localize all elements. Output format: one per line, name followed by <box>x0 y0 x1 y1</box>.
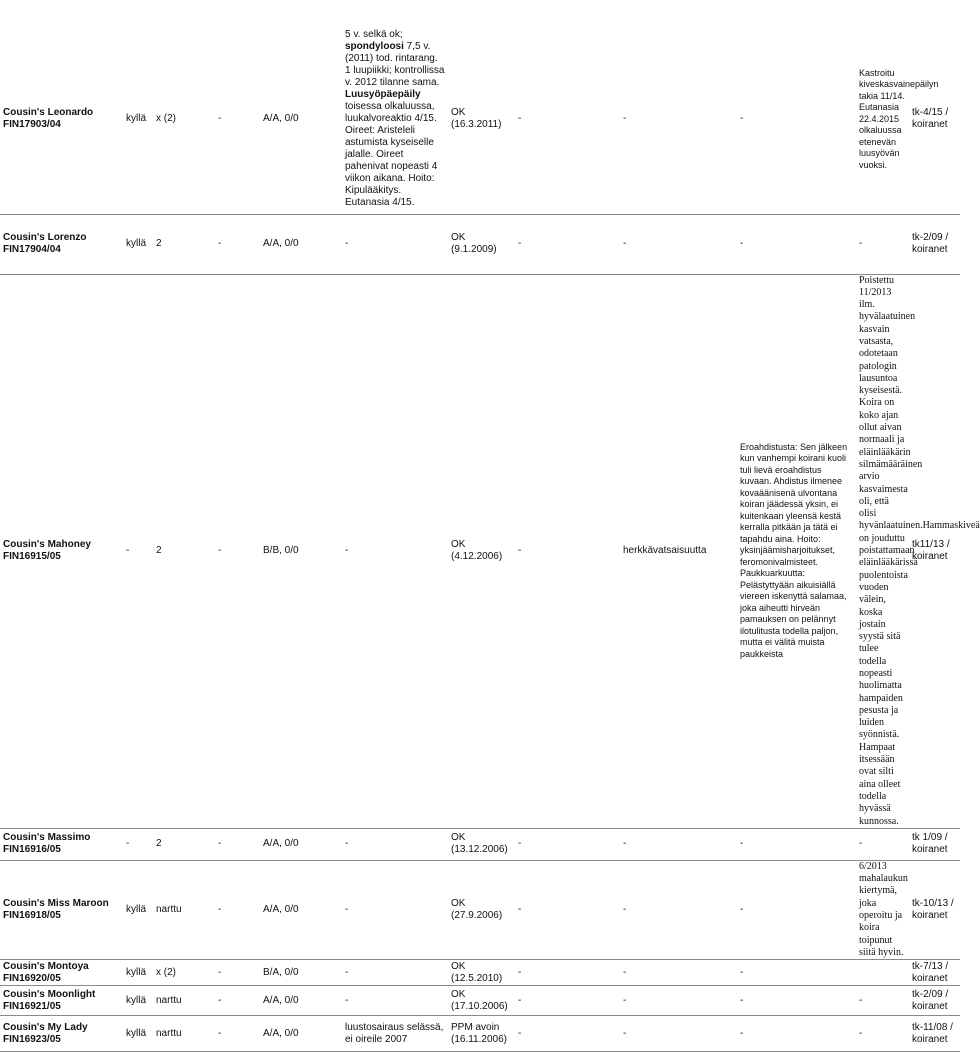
col-3: - <box>215 214 260 274</box>
col-9: - <box>737 1016 856 1052</box>
col-1: kyllä <box>123 860 153 959</box>
col-8: - <box>620 860 737 959</box>
col-4: A/A, 0/0 <box>260 214 342 274</box>
col-5: - <box>342 986 448 1016</box>
col-5-text-1: 5 v. selkä ok; <box>345 29 403 41</box>
col-2: narttu <box>153 1016 215 1052</box>
tk-ref: tk-7/13 / koiranet <box>909 960 960 986</box>
col-5: luustosairaus selässä, ei oireile 2007 <box>342 1016 448 1052</box>
dog-name: Cousin's Mahoney FIN16915/05 <box>0 274 123 828</box>
col-7: - <box>515 860 620 959</box>
col-5: - <box>342 274 448 828</box>
col-9: - <box>737 828 856 860</box>
col-1: kyllä <box>123 214 153 274</box>
col-5-text-2: 7,5 v. (2011) tod. rintarang. 1 luupiikki; kontrollissa v. 2012 tilanne sama. <box>345 41 445 89</box>
tk-ref: tk-10/13 / koiranet <box>909 860 960 959</box>
col-4: A/A, 0/0 <box>260 25 342 214</box>
tk-ref: tk-2/09 / koiranet <box>909 986 960 1016</box>
col-2: narttu <box>153 986 215 1016</box>
col-7: - <box>515 274 620 828</box>
col-10: - <box>856 214 909 274</box>
col-3: - <box>215 960 260 986</box>
col-9: - <box>737 986 856 1016</box>
table-row <box>0 274 960 828</box>
col-10: - <box>856 828 909 860</box>
dog-name: Cousin's My Lady FIN16923/05 <box>0 1016 123 1052</box>
col-7: - <box>515 960 620 986</box>
dog-name: Cousin's Montoya FIN16920/05 <box>0 960 123 986</box>
tk-ref: tk 1/09 / koiranet <box>909 828 960 860</box>
col-1: kyllä <box>123 25 153 214</box>
col-7: - <box>515 828 620 860</box>
col-3: - <box>215 25 260 214</box>
col-5: - <box>342 214 448 274</box>
col-5-bold-2: Luusyöpäepäily <box>345 89 421 101</box>
col-7: - <box>515 1016 620 1052</box>
col-6: OK (13.12.2006) <box>448 828 515 860</box>
col-1: - <box>123 274 153 828</box>
col-3: - <box>215 828 260 860</box>
col-8: - <box>620 1016 737 1052</box>
col-7: - <box>515 214 620 274</box>
col-8: herkkävatsaisuutta <box>620 274 737 828</box>
table-row <box>0 860 960 959</box>
table-row <box>0 25 960 214</box>
table-row <box>0 986 960 1016</box>
col-1: - <box>123 828 153 860</box>
table-row <box>0 1016 960 1052</box>
col-5: - <box>342 828 448 860</box>
col-9: - <box>737 960 856 986</box>
col-4: A/A, 0/0 <box>260 986 342 1016</box>
col-10 <box>856 960 909 986</box>
col-2: x (2) <box>153 960 215 986</box>
col-8: - <box>620 986 737 1016</box>
col-6: OK (9.1.2009) <box>448 214 515 274</box>
tk-ref: tk-11/08 / koiranet <box>909 1016 960 1052</box>
col-9: Eroahdistusta: Sen jälkeen kun vanhempi koirani kuoli tuli lievä eroahdistus kuvaan. Ahdistus ilmenee kovaäänisenä ulvontana koiran jäädessä yksin, ei kuitenkaan yleensä kestä kerralla pitkään ja tätä ei tapahdu aina. Hoito: yksinjäämisharjoitukset, feromonivalmisteet. Paukkuarkuutta: Pelästyttyään aikuisiällä viereen iskenyttä salamaa, joka aiheutti hirveän pamauksen on pelännyt ilotulitusta todella paljon, mutta ei välitä muista paukkeista <box>737 274 856 828</box>
col-5-text-3: toisessa olkaluussa, luukalvoreaktio 4/15. Oireet: Aristeleli astumista kyseiselle jalalle. Oireet pahenivat nopeasti 4 viikon aikana. Hoito: Kipulääkitys. Eutanasia 4/15. <box>345 101 438 209</box>
col-4: A/A, 0/0 <box>260 1016 342 1052</box>
col-6: OK (12.5.2010) <box>448 960 515 986</box>
col-5 <box>342 25 448 214</box>
dog-name: Cousin's Moonlight FIN16921/05 <box>0 986 123 1016</box>
col-5: - <box>342 960 448 986</box>
col-10: Kastroitu kiveskasvainepäilyn takia 11/14. Eutanasia 22.4.2015 olkaluussa etenevän luusyövän vuoksi. <box>856 25 909 214</box>
col-10: - <box>856 1016 909 1052</box>
dog-name: Cousin's Leonardo FIN17903/04 <box>0 25 123 214</box>
col-2: x (2) <box>153 25 215 214</box>
col-2: 2 <box>153 274 215 828</box>
col-9: - <box>737 860 856 959</box>
col-6: OK (16.3.2011) <box>448 25 515 214</box>
dog-name: Cousin's Massimo FIN16916/05 <box>0 828 123 860</box>
col-6: OK (27.9.2006) <box>448 860 515 959</box>
col-2: 2 <box>153 214 215 274</box>
tk-ref: tk-2/09 / koiranet <box>909 214 960 274</box>
col-3: - <box>215 860 260 959</box>
col-3: - <box>215 1016 260 1052</box>
table-row <box>0 960 960 986</box>
table-row <box>0 828 960 860</box>
col-1: kyllä <box>123 986 153 1016</box>
col-6: OK (17.10.2006) <box>448 986 515 1016</box>
col-10: Poistettu 11/2013 ilm. hyvälaatuinen kasvain vatsasta, odotetaan patologin lausuntoa kyseisestä. Koira on koko ajan ollut aivan normaali ja eläinlääkärin silmämääräinen arvio kasvaimesta oli, että olisi hyvänlaatuinen.Hammaskiveä on jouduttu poistattamaan eläinlääkärissä puolentoista vuoden välein, koska jostain syystä sitä tulee todella nopeasti huolimatta hampaiden pesusta ja luiden syönnistä. Hampaat itsessään ovat silti aina olleet todella hyvässä kunnossa. <box>856 274 909 828</box>
col-6: PPM avoin (16.11.2006) <box>448 1016 515 1052</box>
col-8: - <box>620 214 737 274</box>
col-10: - <box>856 986 909 1016</box>
col-9: - <box>737 25 856 214</box>
col-6: OK (4.12.2006) <box>448 274 515 828</box>
col-7: - <box>515 986 620 1016</box>
col-8: - <box>620 25 737 214</box>
col-10: 6/2013 mahalaukun kiertymä, joka operoitu ja koira toipunut siitä hyvin. <box>856 860 909 959</box>
col-3: - <box>215 986 260 1016</box>
col-5-bold-1: spondyloosi <box>345 41 404 53</box>
col-4: B/A, 0/0 <box>260 960 342 986</box>
tk-ref: tk11/13 / koiranet <box>909 274 960 828</box>
col-7: - <box>515 25 620 214</box>
col-4: A/A, 0/0 <box>260 828 342 860</box>
dog-name: Cousin's Miss Maroon FIN16918/05 <box>0 860 123 959</box>
dog-name: Cousin's Lorenzo FIN17904/04 <box>0 214 123 274</box>
top-spacer-row <box>0 0 960 25</box>
col-8: - <box>620 828 737 860</box>
col-2: narttu <box>153 860 215 959</box>
col-4: A/A, 0/0 <box>260 860 342 959</box>
tk-ref: tk-4/15 / koiranet <box>909 25 960 214</box>
col-2: 2 <box>153 828 215 860</box>
col-1: kyllä <box>123 960 153 986</box>
table-row <box>0 214 960 274</box>
col-1: kyllä <box>123 1016 153 1052</box>
col-4: B/B, 0/0 <box>260 274 342 828</box>
col-9: - <box>737 214 856 274</box>
col-5: - <box>342 860 448 959</box>
col-8: - <box>620 960 737 986</box>
col-3: - <box>215 274 260 828</box>
